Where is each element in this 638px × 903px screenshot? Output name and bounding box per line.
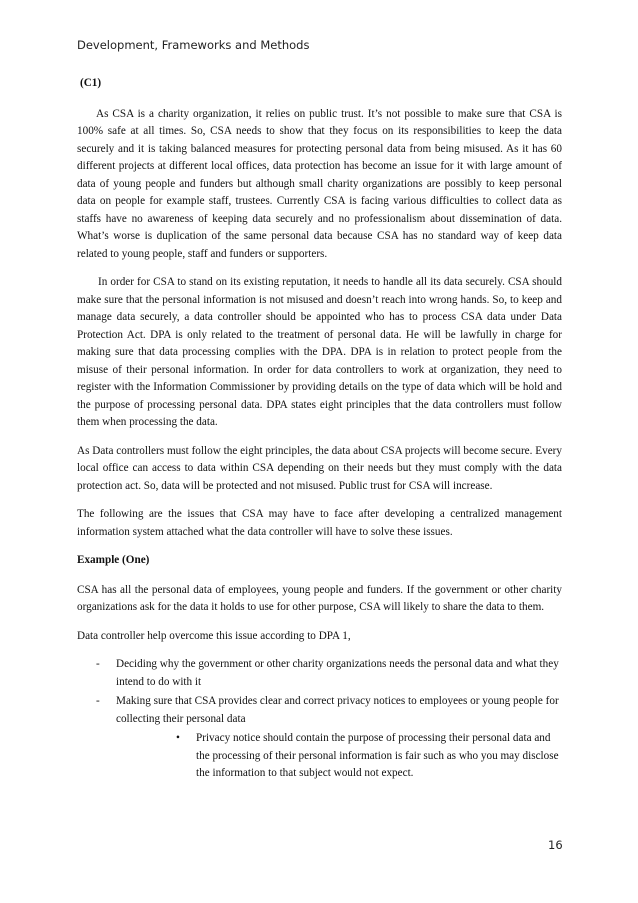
- list-item: [77, 656, 562, 691]
- list-item-text: Deciding why the government or other charity organizations needs the personal data and what they intend to do with it: [116, 658, 559, 688]
- example-heading: Example (One): [77, 554, 150, 566]
- list-item-text: Making sure that CSA provides clear and correct privacy notices to employees or young people for collecting their personal data: [116, 695, 559, 725]
- intro-line: Data controller help overcome this issue according to DPA 1,: [77, 629, 351, 642]
- paragraph-4: The following are the issues that CSA may have to face after developing a centralized management information system attached what the data controller will have to solve these issues.: [77, 508, 562, 538]
- paragraph-2: In order for CSA to stand on its existing reputation, it needs to handle all its data securely. CSA should make sure that the personal information is not misused and doesn’t reach into wrong hands. So, to keep and manage data securely, a data controller should be appointed who has to process CSA data under Data Protection Act. DPA is only related to the treatment of personal data. He will be lawfully in charge for making sure that data processing complies with the DPA. DPA is in relation to protect people from the misuse of their personal information. In order for data controllers to work at organization, they need to register with the Information Commissioner by providing details on the type of data which will be hold and the purpose of processing personal data. DPA states eight principles that the data controllers must follow them when processing the data.: [77, 276, 562, 428]
- page-header: Development, Frameworks and Methods: [77, 38, 310, 52]
- document-body: [77, 75, 562, 783]
- paragraph-1: As CSA is a charity organization, it relies on public trust. It’s not possible to make sure that CSA is 100% safe at all times. So, CSA needs to show that they focus on its responsibilities to keep the data securely and it is taking balanced measures for protecting personal data from being misused. As it has 60 different projects at different local offices, data protection has become an issue for it with large amount of data of young people and funders but although small charity organizations are possibly to keep personal data on people for example staff, trustees. Currently CSA is facing various difficulties to collect data as staffs have no awareness of keeping data securely and no professionalism about dissemination of data. What’s worse is duplication of the same personal data because CSA has no standard way of keep data related to young people, staff and funders or supporters.: [77, 107, 562, 260]
- bullet-icon: •: [176, 732, 180, 744]
- list-item-text: Privacy notice should contain the purpose of processing their personal data and the processing of their personal information is fair such as who you may disclose the information to that subject would not expect.: [196, 732, 559, 779]
- paragraph-3: As Data controllers must follow the eight principles, the data about CSA projects will become secure. Every local office can access to data within CSA depending on their needs but they must comply with the data protection act. So, data will be protected and not misused. Public trust for CSA will increase.: [77, 444, 562, 492]
- dash-marker: -: [96, 695, 100, 707]
- list-item: [77, 730, 562, 783]
- page-number: 16: [548, 838, 563, 852]
- example-paragraph: CSA has all the personal data of employees, young people and funders. If the government or other charity organizations ask for the data it holds to use for other purpose, CSA will likely to share the data to them.: [77, 583, 562, 613]
- dash-list: [77, 656, 562, 728]
- bullet-list: [77, 730, 562, 783]
- list-item: [77, 693, 562, 728]
- dash-marker: -: [96, 658, 100, 670]
- section-heading: (C1): [80, 77, 102, 89]
